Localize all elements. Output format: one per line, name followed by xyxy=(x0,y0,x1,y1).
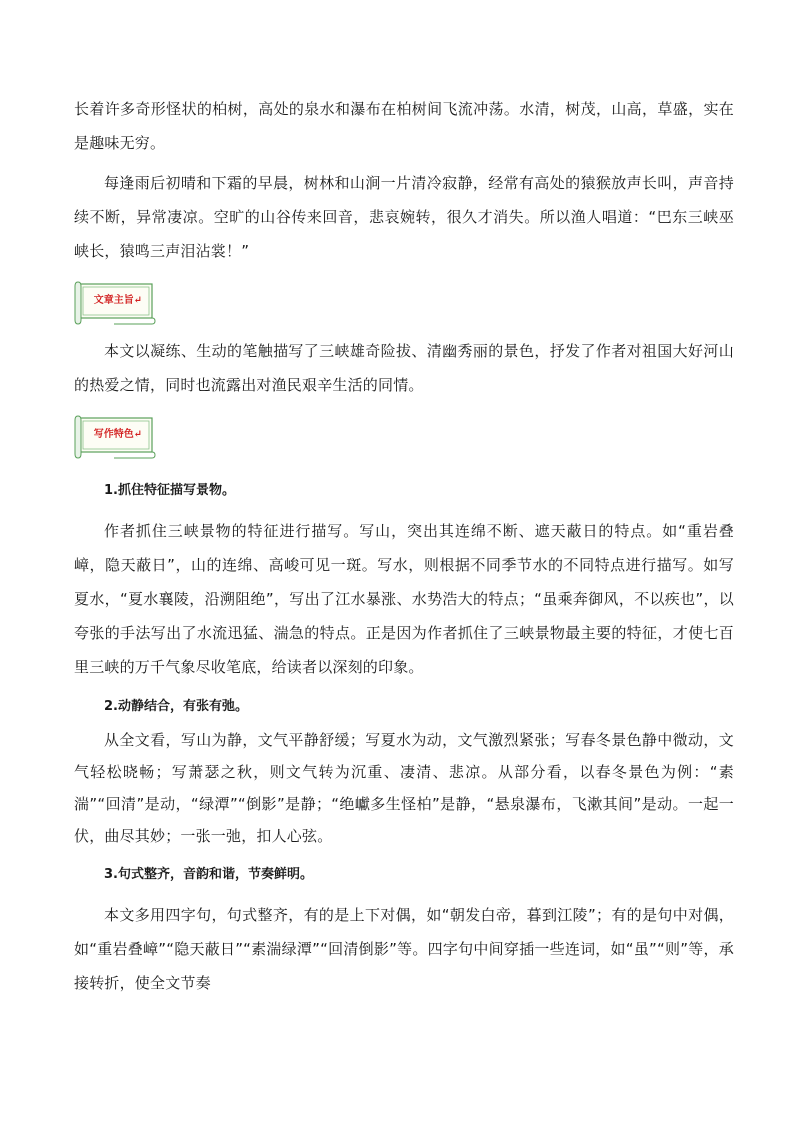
banner-label-theme: 文章主旨↵ xyxy=(93,295,143,306)
paragraph-autumn-ape-cries: 每逢雨后初晴和下霜的早晨，树林和山涧一片清冷寂静，经常有高处的猿猴放声长叫，声音持续不断，异常凄凉。空旷的山谷传来回音，悲哀婉转，很久才消失。所以渔人唱道：“巴东三峡巫峡长，猿鸣三声泪沾裳！” xyxy=(74,174,734,260)
section-body-1: 作者抓住三峡景物的特征进行描写。写山，突出其连绵不断、遮天蔽日的特点。如“重岩叠嶂，隐天蔽日”，山的连绵、高峻可见一斑。写水，则根据不同季节水的不同特点进行描写。如写夏水，“夏水襄陵，沿溯阻绝”，写出了江水暴涨、水势浩大的特点；“虽乘奔御风，不以疾也”，以夸张的手法写出了水流迅猛、湍急的特点。正是因为作者抓住了三峡景物最主要的特征，才使七百里三峡的万千气象尽收笔底，给读者以深刻的印象。 xyxy=(74,522,734,676)
paragraph-cypress-scenery: 长着许多奇形怪状的柏树，高处的泉水和瀑布在柏树间飞流冲荡。水清，树茂，山高，草盛，实在是趣味无穷。 xyxy=(74,100,734,152)
section-heading-1: 1.抓住特征描写景物。 xyxy=(104,483,235,498)
section-banner-theme xyxy=(74,280,156,326)
section-heading-3: 3.句式整齐，音韵和谐，节奏鲜明。 xyxy=(104,867,313,882)
document-body xyxy=(74,92,734,1000)
section-body-3: 本文多用四字句，句式整齐，有的是上下对偶，如“朝发白帝，暮到江陵”；有的是句中对偶，如“重岩叠嶂”“隐天蔽日”“素湍绿潭”“回清倒影”等。四字句中间穿插一些连词，如“虽”“则”等，承接转折，使全文节奏 xyxy=(74,906,734,992)
section-heading-2: 2.动静结合，有张有弛。 xyxy=(104,699,248,714)
section-body-2: 从全文看，写山为静，文气平静舒缓；写夏水为动，文气激烈紧张；写春冬景色静中微动，文气轻松晓畅；写萧瑟之秋，则文气转为沉重、凄清、悲凉。从部分看，以春冬景色为例：“素湍”“回清”是动，“绿潭”“倒影”是静；“绝巘多生怪柏”是静，“悬泉瀑布，飞漱其间”是动。一起一伏，曲尽其妙；一张一弛，扣人心弦。 xyxy=(74,731,734,845)
paragraph-theme: 本文以凝练、生动的笔触描写了三峡雄奇险拔、清幽秀丽的景色，抒发了作者对祖国大好河山的热爱之情，同时也流露出对渔民艰辛生活的同情。 xyxy=(74,342,734,394)
banner-label-features: 写作特色↵ xyxy=(93,429,143,440)
section-banner-features xyxy=(74,414,156,460)
